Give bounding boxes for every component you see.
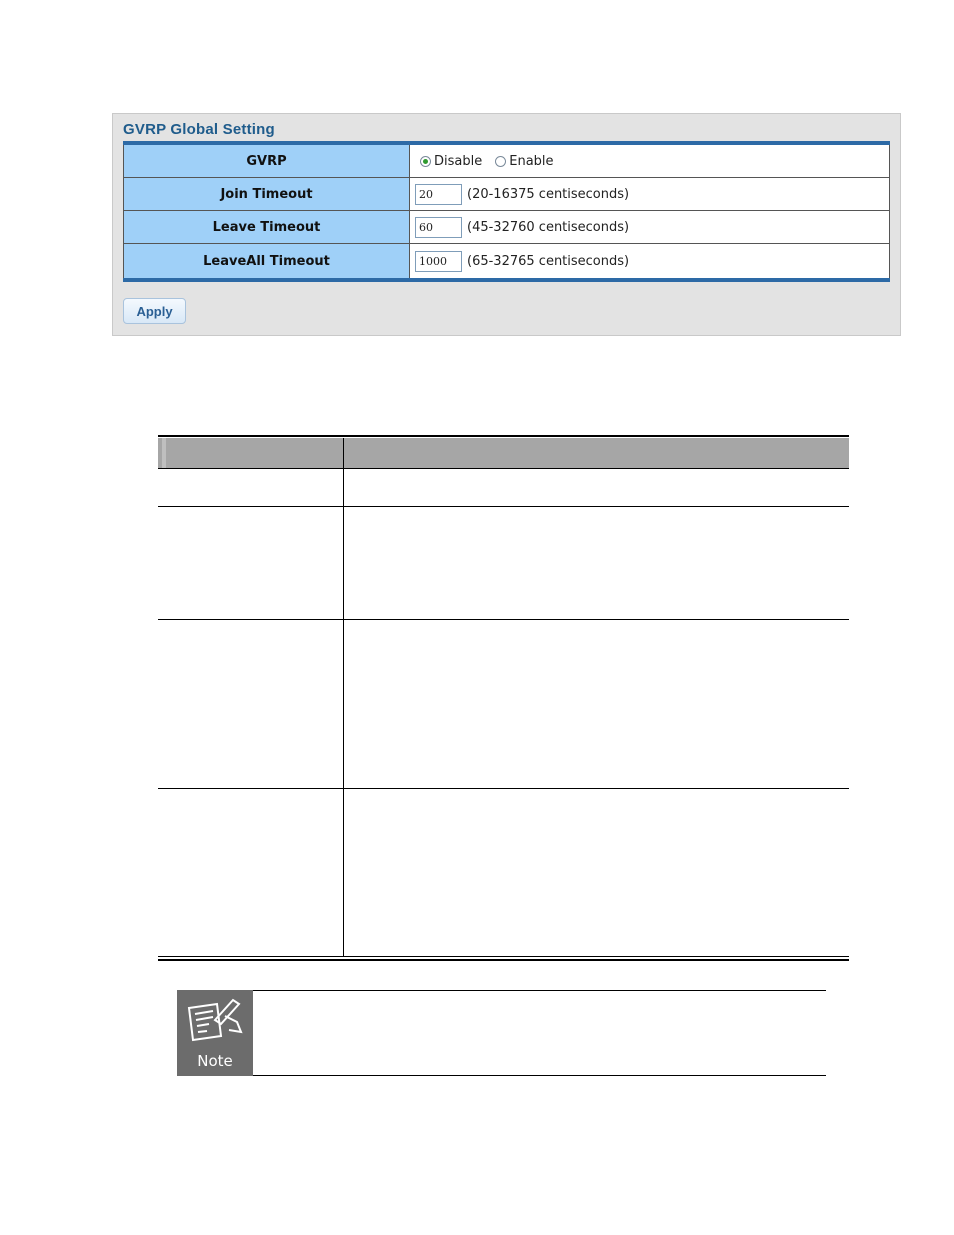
leaveall-timeout-range: (65-32765 centiseconds)	[467, 253, 630, 269]
panel-title: GVRP Global Setting	[123, 121, 275, 138]
note-pencil-icon	[177, 990, 253, 1050]
leave-timeout-row	[123, 211, 890, 244]
note-icon	[177, 990, 253, 1076]
settings-table	[123, 141, 890, 282]
join-timeout-row	[123, 178, 890, 211]
gvrp-disable-label[interactable]: Disable	[434, 153, 483, 169]
table-header	[158, 438, 849, 468]
description-table	[158, 435, 849, 961]
gvrp-enable-radio[interactable]	[490, 154, 553, 169]
radio-checked-icon[interactable]	[420, 156, 431, 167]
leaveall-timeout-input[interactable]: 1000	[415, 251, 462, 272]
gvrp-row	[123, 145, 890, 178]
gvrp-label: GVRP	[123, 145, 410, 177]
radio-unchecked-icon[interactable]	[495, 156, 506, 167]
note-top-line	[253, 990, 826, 991]
table-bottom-border	[158, 956, 849, 957]
row-divider	[158, 788, 849, 789]
join-timeout-label: Join Timeout	[123, 178, 410, 210]
leaveall-timeout-label: LeaveAll Timeout	[123, 244, 410, 278]
leave-timeout-range: (45-32760 centiseconds)	[467, 219, 630, 235]
note-bottom-line	[253, 1075, 826, 1076]
table-bottom-border-double	[158, 959, 849, 961]
join-timeout-input[interactable]: 20	[415, 184, 462, 205]
gvrp-global-setting-panel	[112, 113, 901, 336]
apply-button[interactable]: Apply	[123, 298, 186, 324]
header-divider	[158, 468, 849, 469]
row-divider	[158, 506, 849, 507]
header-accent	[162, 438, 166, 468]
leave-timeout-label: Leave Timeout	[123, 211, 410, 243]
gvrp-radio-group	[410, 145, 890, 177]
gvrp-disable-radio[interactable]	[415, 154, 482, 169]
note-label: Note	[197, 1052, 233, 1070]
table-top-border	[158, 435, 849, 437]
leaveall-timeout-row	[123, 244, 890, 278]
row-divider	[158, 619, 849, 620]
leave-timeout-input[interactable]: 60	[415, 217, 462, 238]
column-divider	[343, 438, 344, 957]
gvrp-enable-label[interactable]: Enable	[509, 153, 554, 169]
join-timeout-range: (20-16375 centiseconds)	[467, 186, 630, 202]
